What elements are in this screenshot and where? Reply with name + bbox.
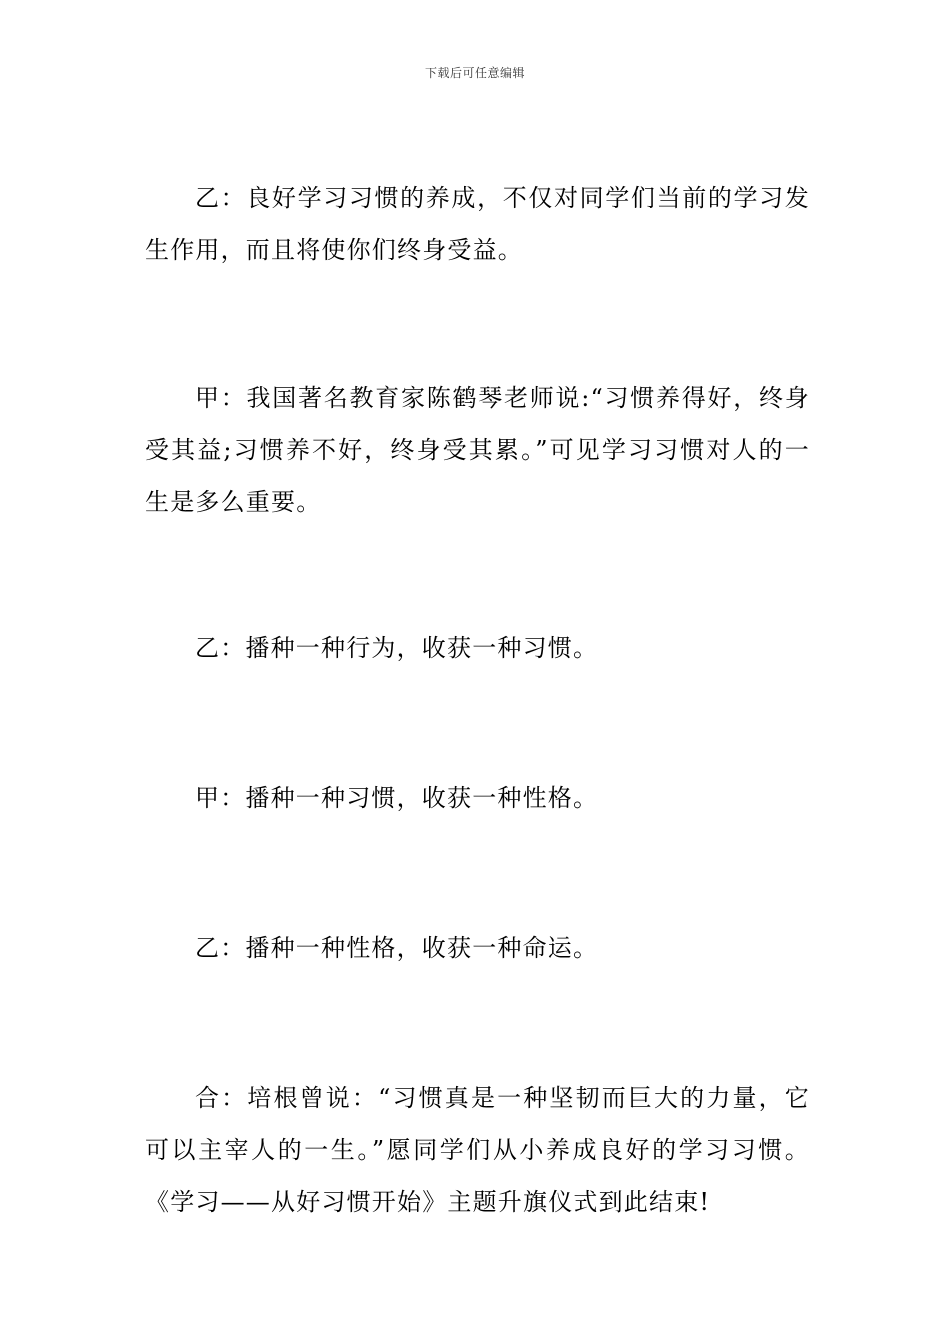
paragraph-jia-1: 甲：我国著名教育家陈鹤琴老师说:“习惯养得好，终身受其益;习惯养不好，终身受其累。”可见学习习惯对人的一生是多么重要。 bbox=[145, 384, 810, 516]
paragraph-jia-2: 甲：播种一种习惯，收获一种性格。 bbox=[195, 784, 599, 812]
paragraph-yi-2: 乙：播种一种行为，收获一种习惯。 bbox=[195, 634, 599, 662]
paragraph-yi-3: 乙：播种一种性格，收获一种命运。 bbox=[195, 934, 599, 962]
paragraph-yi-1: 乙：良好学习习惯的养成，不仅对同学们当前的学习发生作用，而且将使你们终身受益。 bbox=[145, 184, 810, 264]
paragraph-together: 合：培根曾说：“习惯真是一种坚韧而巨大的力量，它可以主宰人的一生。”愿同学们从小养成良好的学习习惯。《学习——从好习惯开始》主题升旗仪式到此结束! bbox=[145, 1084, 810, 1216]
page-header: 下载后可任意编辑 bbox=[424, 66, 525, 80]
